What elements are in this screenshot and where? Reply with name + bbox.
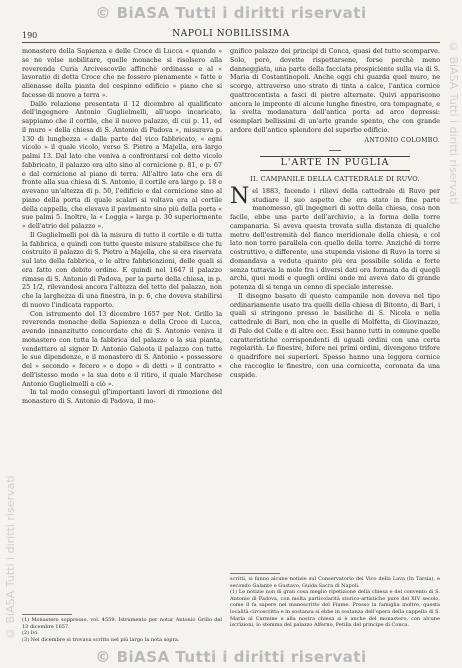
right-footnotes bbox=[230, 576, 440, 642]
section-separator bbox=[329, 150, 341, 151]
watermark-right: © BiASA Tutti i diritti riservati bbox=[447, 40, 460, 205]
drop-cap: N bbox=[230, 183, 250, 209]
footnote: (2) Ivi. bbox=[22, 630, 39, 637]
watermark-top: © BiASA Tutti i diritti riservati bbox=[95, 4, 367, 22]
right-paragraph: Il disegno basato di questo campanile non doveva nel tipo ordinariamente usato tra quelli della chiesa di Bitonto, di Bari, i quali si stringono presso le basiliche di S. Nicola e nella cattedrale di Bari, non che in quelle di Molfetta, di Giovinazzo, di Palo del Colle e di altre ecc. Essi hanno tutti in comune quelle caratteristiche corrispondenti di uguali ordini con una certa regolarità. Le finestre, bifore nei primi ordini, divengono trifore e quadrifore nei superiori. Spesso hanno una leggera cornice che raccoglie le finestre, con una cornicetta, coronata da una cuspide. bbox=[230, 291, 440, 379]
author-signature: ANTONIO COLOMBO. bbox=[364, 136, 440, 144]
footnote: scritti, si fanno alcune notizie sul Conservatorio dei Vico della Lava (In Tarsia), e secondo Galante e Gustavo, Guida Sacra di Napoli. bbox=[230, 576, 440, 589]
section-title: L'ARTE IN PUGLIA bbox=[260, 156, 410, 171]
watermark-bottom: © BiASA Tutti i diritti riservati bbox=[95, 648, 367, 666]
watermark-left: © BiASA Tutti i diritti riservati bbox=[4, 475, 17, 640]
right-paragraph-text: el 1883, facendo i rilievi della cattedrale di Ruvo per studiare il suo aspetto che era stato in fine parte manomesso, gli ingegneri di sotto della chiesa, cosa non facile, ebbe una parte dell'archivio, a la forma della torre campanaria. Si aveva questa trovata sulla distanza di qualche metro dell'estremità del fianco meridionale della chiesa, e col lato non torre parallela con quello della torre. Anziché di torre costruttivo, e differente, una stupenda visione di Ruvo la torre si domandava a veduta quanto più era possibile solida e forte senza tuttavia la mole fra i diversi dati ora formata da di quegli archi, quei modi e quegli ordini onde mi aveva dato di grande potenza di si tenga un cenno di speciale interesse. bbox=[230, 186, 440, 291]
footnote: (1) Monastero soppresso, vol. 4559. Istrumento per notar Antonio Grillo del 13 dicembre 1657. bbox=[22, 617, 222, 630]
footnote: (1) Le notizie non di gran cosa meglio ripetizione della chiesa e del convento di S. Antonio di Padova, con molta particolarità storico-artistiche pure del XIV secolo, come il fa sapere nel manoscritto del Fiume. Presso la famiglia inoltre, questa località circoscritta e in sostanza si ebbe in sostanza dell'opera della cappella di S. Maria al Carmine e alla nostra chiesa si è anche del monastero, con alcune iscrizioni, lo stemma del palazzo Alferno, Petilia del principe di Conca. bbox=[230, 589, 440, 629]
left-paragraph: In tal modo conseguì gl'importanti lavori di rimozione del monastero di S. Antonio di Padova, il mo- bbox=[22, 388, 222, 405]
left-column bbox=[22, 47, 222, 612]
left-paragraph: Con istrumento del 13 dicembre 1657 per Not. Grillo la reverenda monache della Sapienza e della Croce di Lucca, avendo innanzitutto concordato che di S. Antonio veniva il monastero con tutta la fabbrica del palazzo e la sua pianta, vendettero al signor D. Antonio Galeota il palazzo con tutte le sue dipendenze, e il monastero di S. Antonio « possessore del » secondo « fecero » e dopo « di detti » il contratto « dell'istesso modo » la sua dote e il ritiro, il quale Marchese Antonio Guglielmelli a ciò ». bbox=[22, 309, 222, 388]
footnote-rule-right bbox=[230, 573, 280, 574]
page-number: 190 bbox=[22, 31, 38, 40]
footnote-rule-left bbox=[22, 614, 72, 615]
left-footnotes bbox=[22, 617, 222, 645]
left-paragraph: Il Guglielmelli poi dà la misura di tutto il cortile e di tutta la fabbrica, e quindi con tutte queste misure stabilisce che fu costruito il palazzo di S. Pietro a Majella, che si era riservata sul lato della fabbrica, e le altre fabbricazioni, delle quali si era fatto con debito ordine. E quindi nel 1647 il palazzo rimase di S. Antonio di Padova, per la parte della chiesa, in p. 25 1/2, rilevandosi ancora l'altezza del tetto del palazzo, non che la larghezza di una finestra, in p. 6, che doveva stabilirsi di nuovo l'indicata rapporto. bbox=[22, 230, 222, 309]
footnote: (3) Nel dicembre si trovava scritto nel più largo la nota sopra. bbox=[22, 636, 180, 643]
running-header: NAPOLI NOBILISSIMA bbox=[172, 29, 290, 39]
article-subtitle: II. CAMPANILE DELLA CATTEDRALE DI RUVO. bbox=[250, 175, 420, 183]
right-paragraph bbox=[230, 183, 440, 292]
left-paragraph: monastero della Sapienza e delle Croce di Lucca « quando » se ne volse nobilitare, quelle monache si risolsero alla reverenda Curia Arcivescovile affinchè ordinasse e al « lavoratio di detta Croce che ne fossero pienamente » fatte e alienasse della pianta del cespinno edificio » piano che si facesse di nuove a terra ». bbox=[22, 47, 222, 99]
header-rule bbox=[22, 42, 440, 43]
right-intro-paragraph: gnifico palazzo dei principi di Conca, quasi del tutto scomparve. Solo, però, dovette rispettarsene, forse perchè meno danneggiata, una parte della facciata prospiciente sulla via di S. Maria di Costantinopoli. Anche oggi chi guarda quel muro, ne scorge, attraverso uno strato di tinta a calce, l'antica cornice quattrocentista a fasci di pietre alternate. Quivi appariscono ancora le impronte di alcune lunghe finestre, ora tompagnate, e la svelta modanatura dell'antica porta ad arco depressi: esemplari bellissimi di un'arte grande spento, che con grande ardore dell'antico splendore del superbo edificio. bbox=[230, 47, 440, 134]
left-paragraph: Dallo relazione presentata il 12 dicembre al qualificato dell'ingegnere Antonio Guglielmelli, all'uopo incaricato, sappiamo che il cortile, che il nuovo palazzo, di cui p. 11, ed il muro « della chiesa di S. Antonio di Padova », misurava p. 130 di lunghezza « dalla parte del vico fabbricato, « egni vicolo » il quale vicolo, verso S. Pietro a Majella, era largo palmi 13. Dal lato che veniva a confrontarsi col detto vicolo fabbricato, il palazzo era alto sino al cornicione p. 81, e p. 67 e dal cornicione al piano di terra. All'altro lato che era di fronte alla sua chiesa di S. Antonio, il cortile era largo p. 18 e avevano un'altezza di p. 50, l'edificio e dal cornicione sino al piano della porta di quale scalari si voltava era al cortile della cappella, che elevava il pavimento sino più della porta « sue palmi 5. Inoltre, la « Loggia » larga p. 30 superiormente « dell'atrio del palazzo ». bbox=[22, 99, 222, 230]
right-column bbox=[230, 47, 440, 572]
